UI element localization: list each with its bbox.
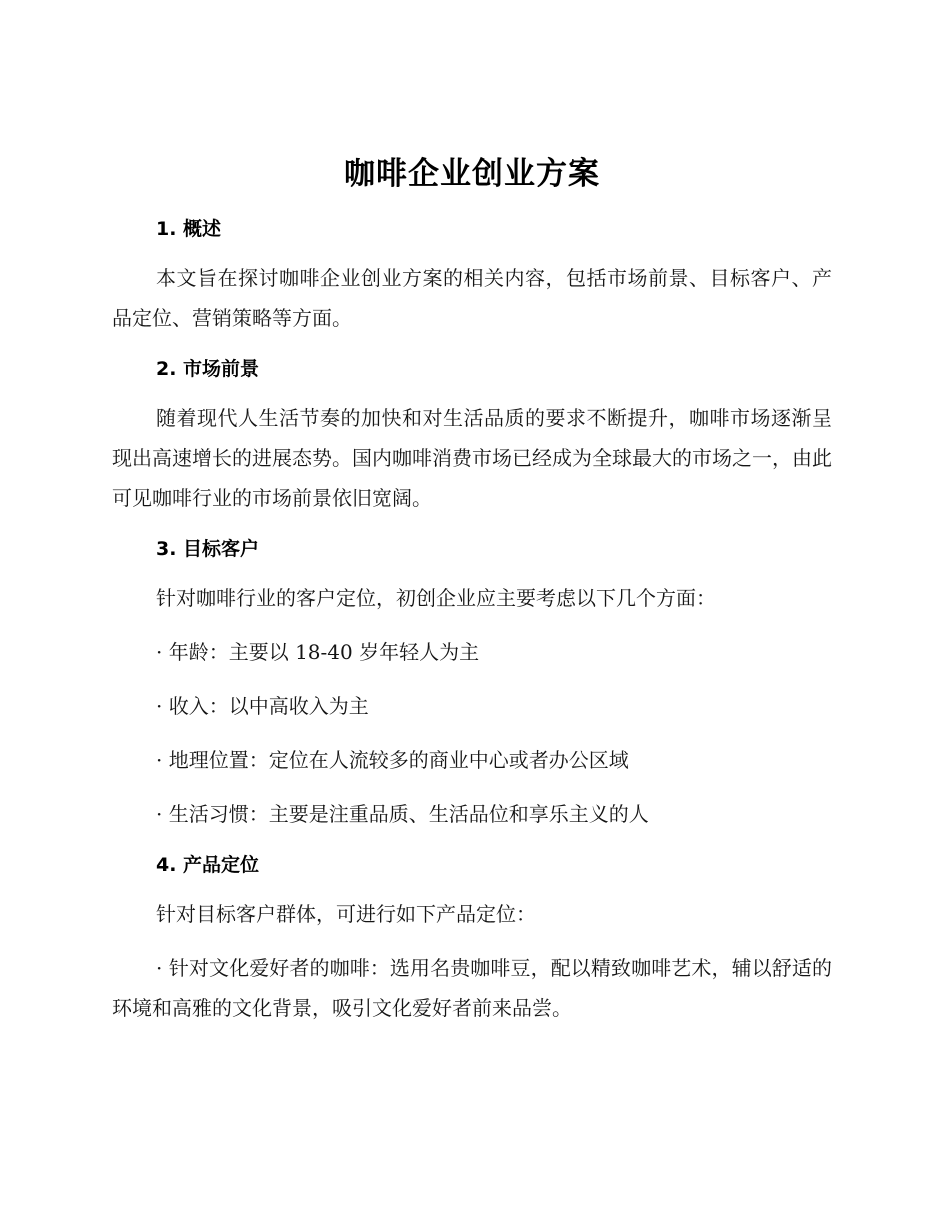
list-item: · 收入：以中高收入为主 [156,694,369,718]
list-item: · 针对文化爱好者的咖啡：选用名贵咖啡豆，配以精致咖啡艺术，辅以舒适的环境和高雅的文化背景，吸引文化爱好者前来品尝。 [112,956,832,1020]
document-title: 咖啡企业创业方案 [344,156,600,192]
list-item: · 生活习惯：主要是注重品质、生活品位和享乐主义的人 [156,802,649,826]
section-heading-market-outlook: 2. 市场前景 [156,358,260,380]
product-positioning-intro: 针对目标客户群体，可进行如下产品定位： [156,902,536,926]
section-heading-overview: 1. 概述 [156,218,222,240]
section-heading-product-positioning: 4. 产品定位 [156,854,260,876]
section-heading-target-customers: 3. 目标客户 [156,538,260,560]
target-customers-intro: 针对咖啡行业的客户定位，初创企业应主要考虑以下几个方面： [156,586,716,610]
list-item: · 年龄：主要以 18-40 岁年轻人为主 [156,640,480,664]
document-page [112,148,832,1028]
overview-paragraph: 本文旨在探讨咖啡企业创业方案的相关内容，包括市场前景、目标客户、产品定位、营销策略等方面。 [112,266,832,330]
market-outlook-paragraph: 随着现代人生活节奏的加快和对生活品质的要求不断提升，咖啡市场逐渐呈现出高速增长的进展态势。国内咖啡消费市场已经成为全球最大的市场之一，由此可见咖啡行业的市场前景依旧宽阔。 [112,406,832,510]
list-item: · 地理位置：定位在人流较多的商业中心或者办公区域 [156,748,629,772]
